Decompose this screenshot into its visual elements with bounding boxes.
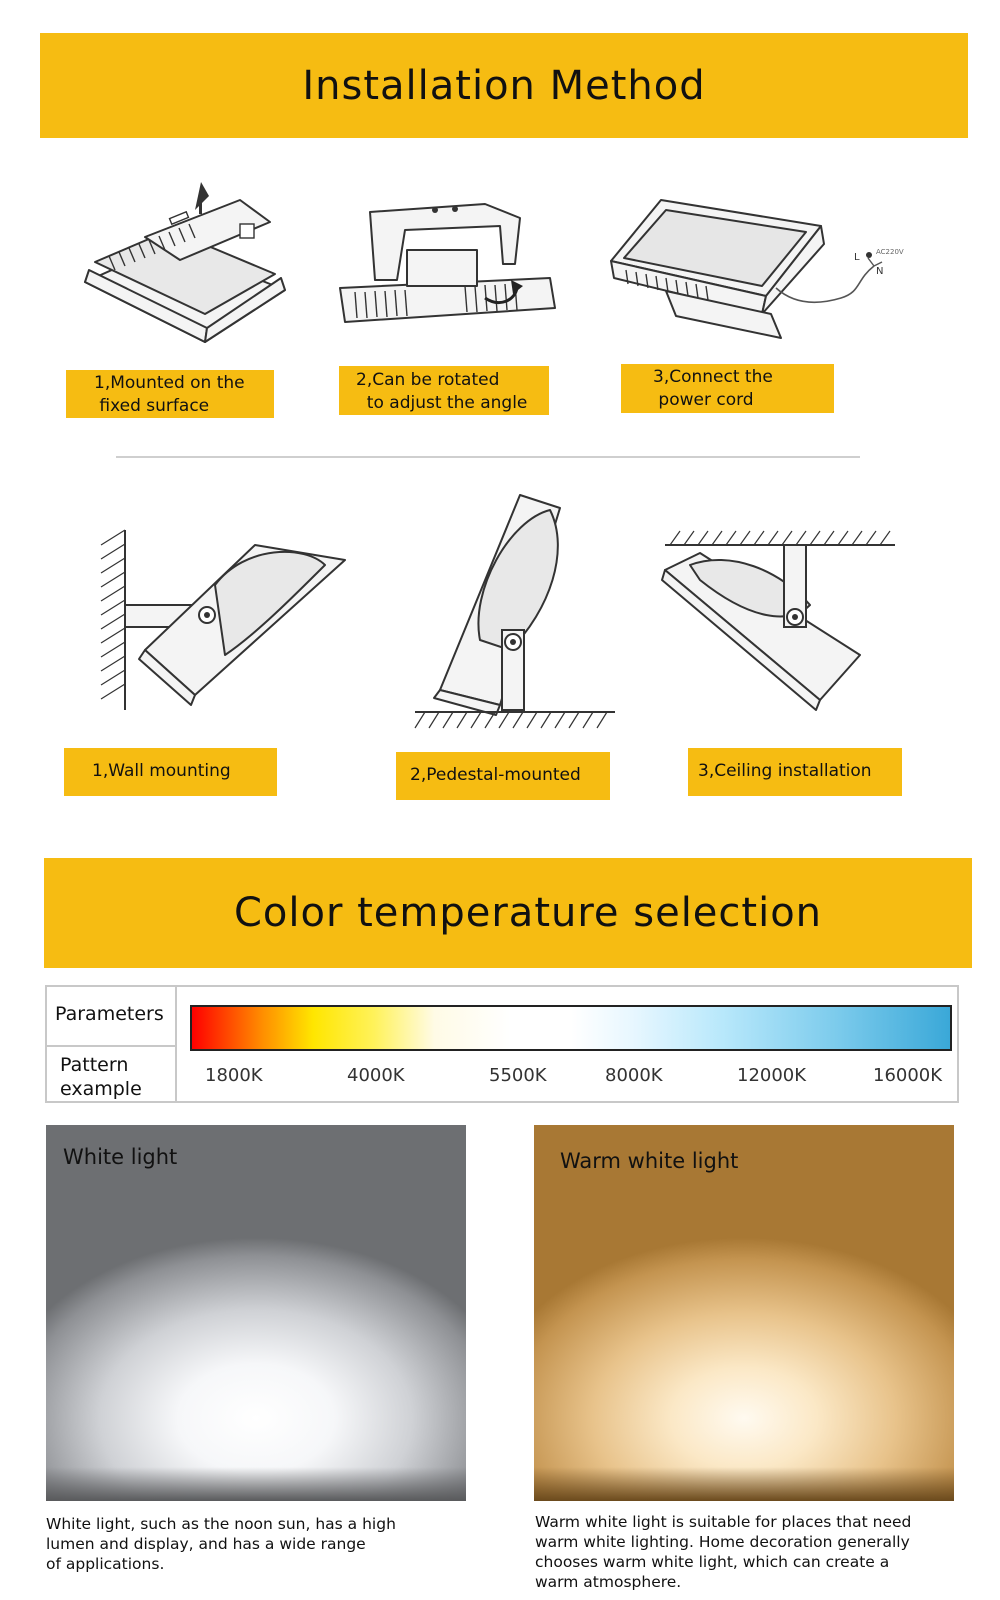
table-column-divider [175, 987, 177, 1101]
neutral-wire-label: N [876, 266, 884, 277]
table-row-divider [47, 1045, 175, 1047]
tick-4000k: 4000K [347, 1065, 405, 1086]
color-temperature-banner [44, 858, 972, 968]
section-divider [116, 456, 860, 458]
step-fixed-surface-label: 1,Mounted on the fixed surface [66, 370, 274, 418]
illustration-rotate-bracket [335, 200, 560, 340]
floor-shadow [534, 1467, 954, 1501]
illustration-power-cord [606, 196, 936, 341]
step-power-cord-label: 3,Connect the power cord [621, 364, 834, 413]
tick-5500k: 5500K [489, 1065, 547, 1086]
warm-white-light-photo [534, 1125, 954, 1501]
ceiling-installation-label: 3,Ceiling installation [688, 748, 902, 796]
color-temperature-title: Color temperature selection [233, 890, 823, 936]
tick-12000k: 12000K [737, 1065, 807, 1086]
step-rotate-angle-label: 2,Can be rotated to adjust the angle [339, 366, 549, 415]
pedestal-mounted-label: 2,Pedestal-mounted [396, 752, 610, 800]
illustration-ceiling-installation [660, 525, 900, 720]
tick-1800k: 1800K [205, 1065, 263, 1086]
tick-16000k: 16000K [873, 1065, 943, 1086]
wall-mounting-label: 1,Wall mounting [64, 748, 277, 796]
illustration-fixed-surface [75, 182, 305, 347]
live-wire-label: L [854, 252, 860, 263]
illustration-pedestal-mounted [410, 490, 620, 735]
color-temperature-spectrum-bar [190, 1005, 952, 1051]
white-light-photo [46, 1125, 466, 1501]
white-light-title: White light [63, 1145, 178, 1169]
white-light-description: White light, such as the noon sun, has a high lumen and display, and has a wide range of applications. [46, 1515, 396, 1573]
installation-method-banner [40, 33, 968, 138]
warm-white-light-title: Warm white light [560, 1149, 739, 1173]
parameters-label: Parameters [55, 1003, 164, 1025]
color-temperature-table [45, 985, 959, 1103]
pattern-example-label: Pattern example [60, 1054, 142, 1100]
illustration-wall-mounting [95, 525, 355, 715]
tick-8000k: 8000K [605, 1065, 663, 1086]
warm-white-light-description: Warm white light is suitable for places that need warm white lighting. Home decoration generally chooses warm white light, which can create a warm atmosphere. [535, 1513, 912, 1591]
floor-shadow [46, 1467, 466, 1501]
installation-method-title: Installation Method [302, 62, 706, 109]
voltage-label: AC220V [876, 248, 904, 256]
